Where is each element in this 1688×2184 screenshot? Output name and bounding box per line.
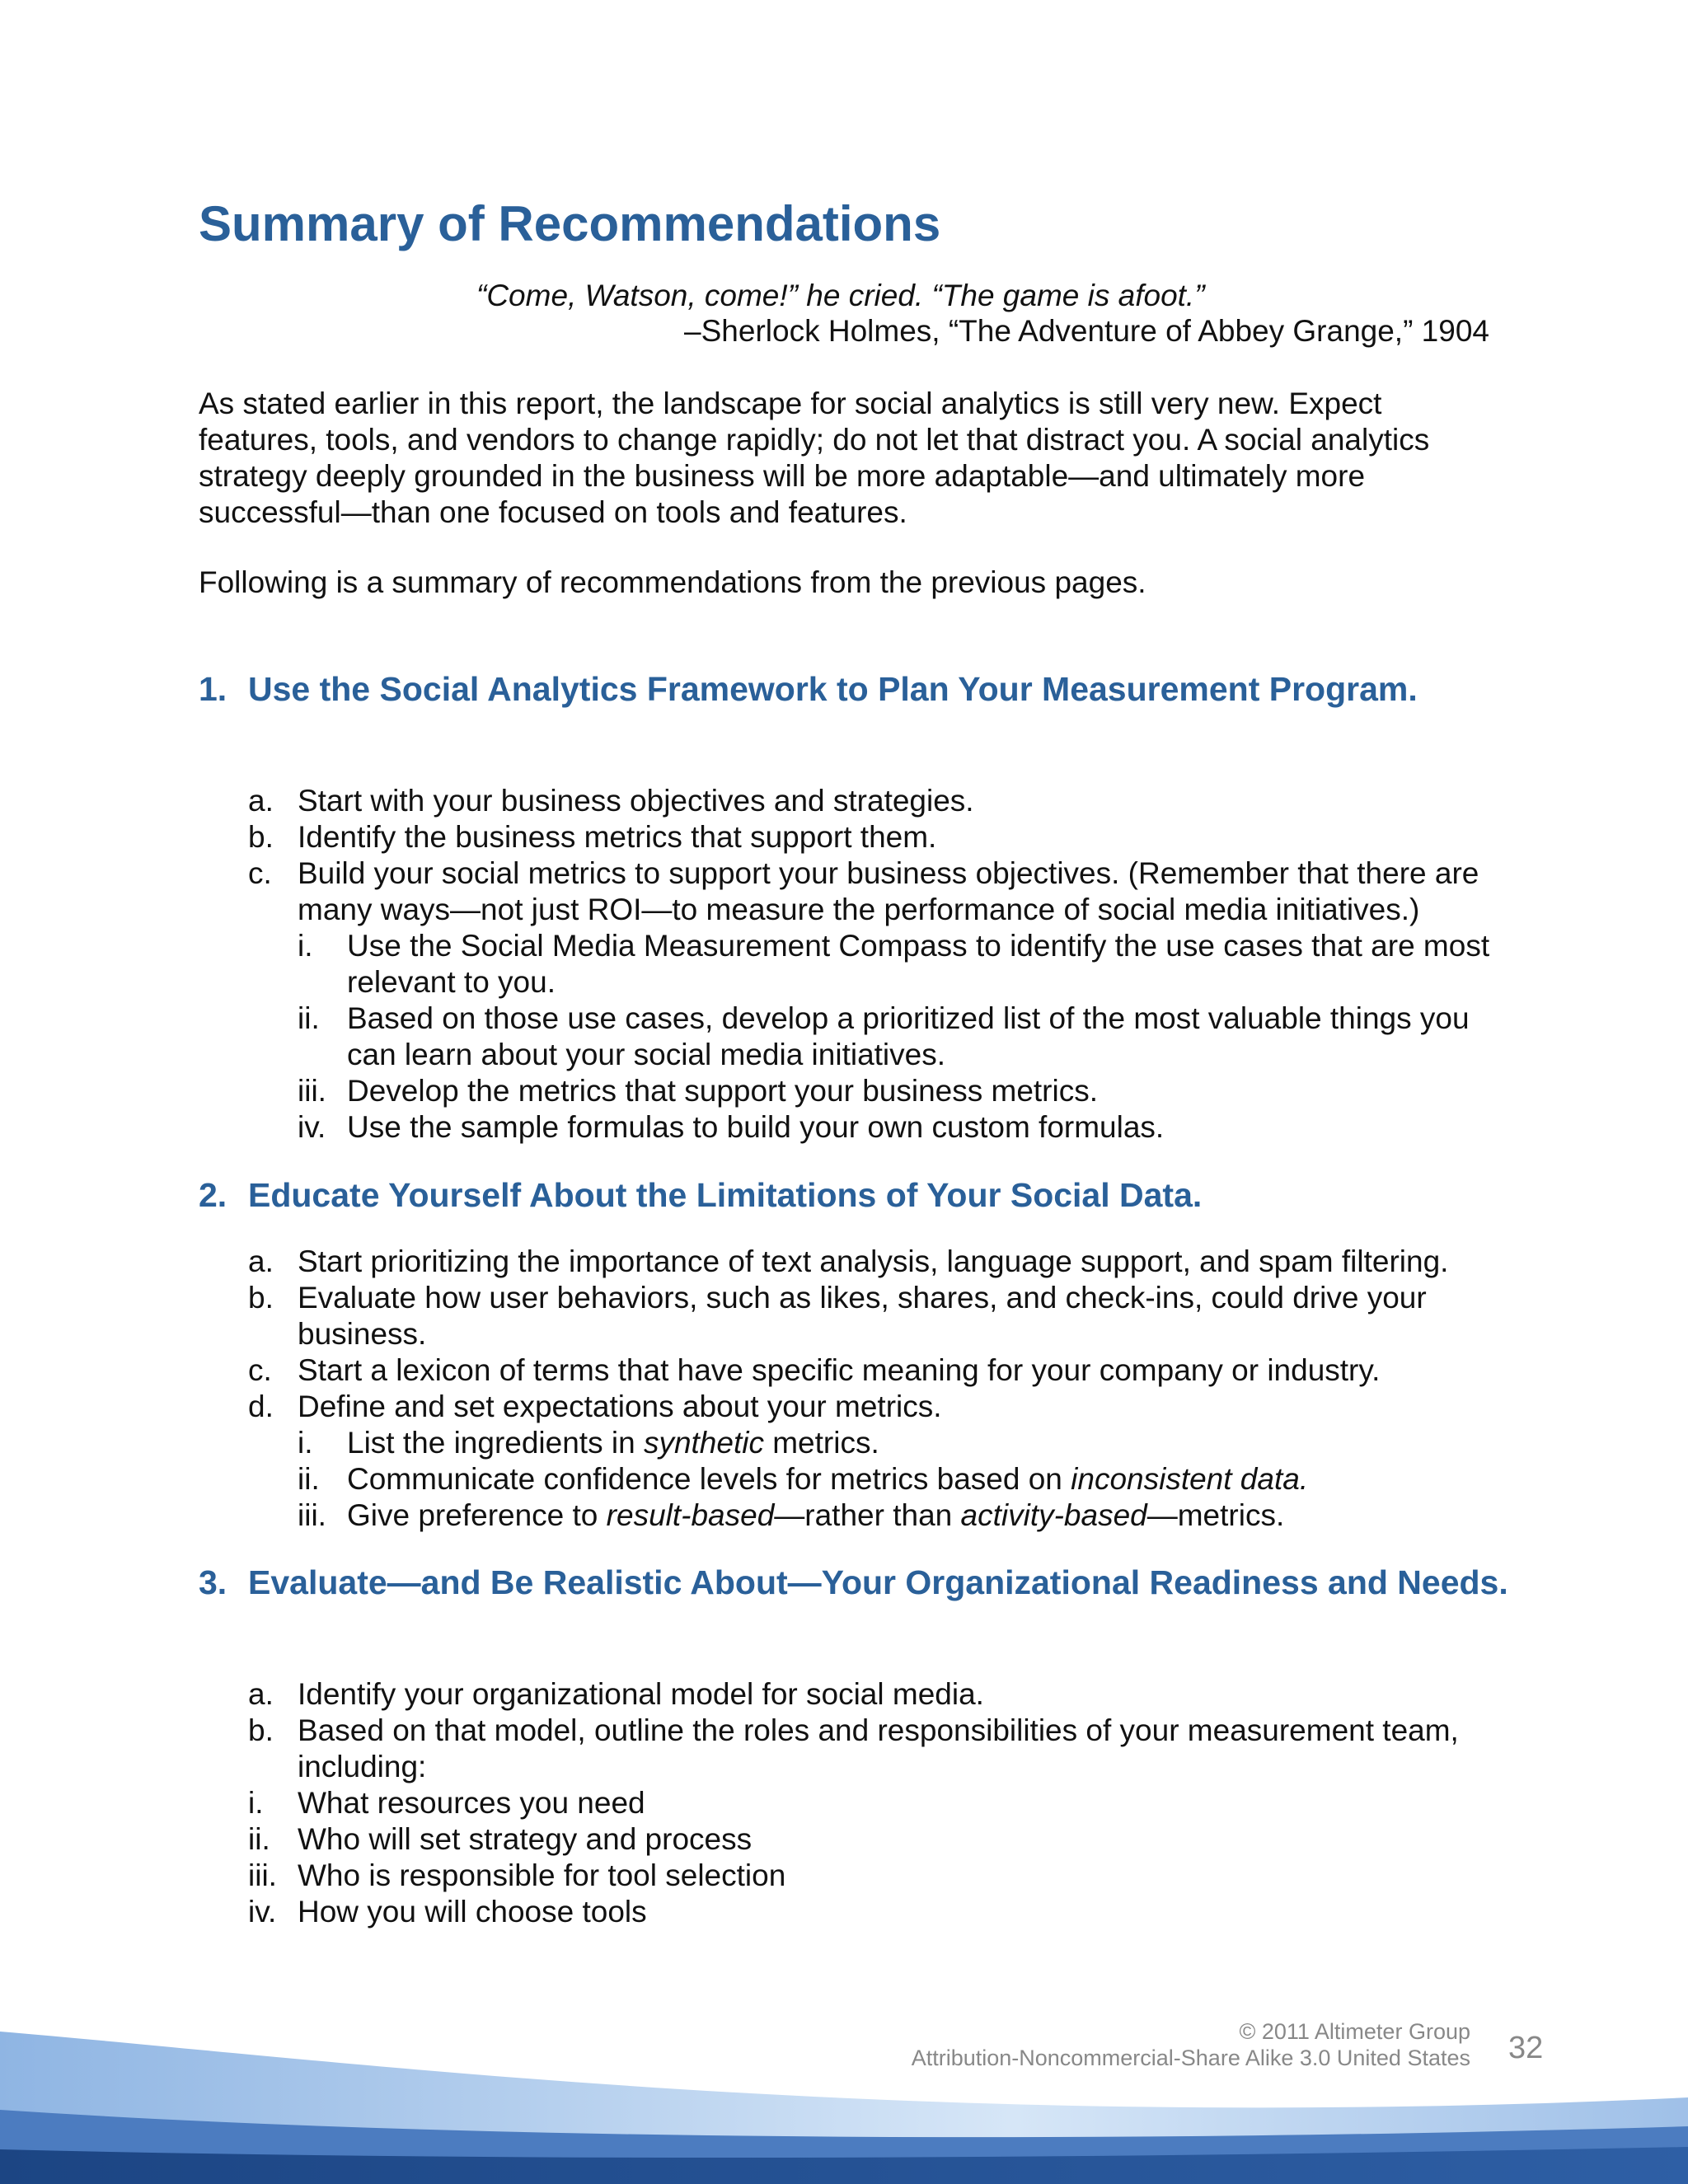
- list-marker: c.: [248, 856, 272, 890]
- list-marker: iii.: [248, 1858, 277, 1892]
- sub-list-item: [298, 1073, 1509, 1109]
- intro-paragraph: As stated earlier in this report, the landscape for social analytics is still very new. Expect features, tools, and vendors to change rapidly; do not let that distract you. A social analytics strategy deeply grounded in the business will be more adaptable—and ultimately more successful—than one focused on tools and features.: [199, 387, 1430, 529]
- list-item: [248, 819, 1509, 855]
- sub-list-item: [298, 1109, 1509, 1146]
- list-item-text: Develop the metrics that support your business metrics.: [347, 1074, 1098, 1108]
- list-item: [248, 1676, 1509, 1713]
- emphasis-text: inconsistent data.: [1071, 1462, 1309, 1496]
- section-heading-1: [199, 667, 1517, 711]
- section-heading-text: Educate Yourself About the Limitations of Your Social Data.: [248, 1176, 1203, 1214]
- list-item-text: Who is responsible for tool selection: [298, 1858, 786, 1892]
- list-item: [248, 1280, 1509, 1352]
- list-item: [248, 1894, 1509, 1930]
- sub-list-item: [298, 928, 1509, 1001]
- section-3-list: [248, 1676, 1509, 1930]
- list-item-text: What resources you need: [298, 1786, 645, 1820]
- list-item-text: List the ingredients in synthetic metrics.: [347, 1426, 879, 1460]
- list-item: [248, 1713, 1509, 1785]
- list-marker: b.: [248, 1281, 274, 1315]
- list-item-text: Evaluate how user behaviors, such as likes, shares, and check-ins, could drive your business.: [298, 1281, 1427, 1351]
- section-heading-3: [199, 1560, 1517, 1605]
- list-marker: i.: [298, 929, 313, 963]
- footer-license: Attribution-Noncommercial-Share Alike 3.0 United States: [911, 2046, 1470, 2070]
- list-marker: i.: [248, 1786, 264, 1820]
- list-marker: ii.: [298, 1462, 320, 1496]
- list-item: [248, 1821, 1509, 1858]
- list-marker: a.: [248, 1677, 274, 1711]
- list-item-text: Start prioritizing the importance of text analysis, language support, and spam filtering.: [298, 1244, 1449, 1278]
- page-title: Summary of Recommendations: [199, 196, 941, 251]
- list-item-text: Use the sample formulas to build your own custom formulas.: [347, 1110, 1165, 1144]
- emphasis-text: synthetic: [643, 1426, 764, 1460]
- footer-copyright: © 2011 Altimeter Group: [1239, 2019, 1470, 2044]
- list-marker: i.: [298, 1426, 313, 1460]
- section-number: 1.: [199, 670, 227, 708]
- list-item-text: Based on those use cases, develop a prioritized list of the most valuable things you can learn about your social media initiatives.: [347, 1001, 1470, 1071]
- list-marker: b.: [248, 820, 274, 854]
- list-marker: d.: [248, 1390, 274, 1423]
- list-item-text: Start a lexicon of terms that have specific meaning for your company or industry.: [298, 1353, 1381, 1387]
- intro-summary-line: Following is a summary of recommendations from the previous pages.: [199, 565, 1146, 599]
- list-marker: iv.: [248, 1895, 277, 1929]
- section-number: 2.: [199, 1176, 227, 1214]
- emphasis-text: activity-based: [960, 1498, 1147, 1532]
- list-marker: ii.: [298, 1001, 320, 1035]
- list-item: [248, 783, 1509, 819]
- list-marker: a.: [248, 784, 274, 818]
- section-heading-text: Evaluate—and Be Realistic About—Your Organizational Readiness and Needs.: [248, 1563, 1508, 1601]
- epigraph-attribution: –Sherlock Holmes, “The Adventure of Abbey Grange,” 1904: [684, 314, 1489, 348]
- list-item-text: Identify the business metrics that support them.: [298, 820, 937, 854]
- list-item-text: Define and set expectations about your metrics.: [298, 1390, 942, 1423]
- sub-list-item: [298, 1497, 1509, 1534]
- list-item: [248, 855, 1509, 928]
- list-item-text: Use the Social Media Measurement Compass to identify the use cases that are most relevant to you.: [347, 929, 1490, 999]
- list-item-text: Build your social metrics to support your business objectives. (Remember that there are many ways—not just ROI—to measure the performance of social media initiatives.): [298, 856, 1479, 926]
- section-1-list: [248, 783, 1509, 1146]
- list-item: [248, 1352, 1509, 1389]
- list-marker: a.: [248, 1244, 274, 1278]
- section-number: 3.: [199, 1563, 227, 1601]
- list-item: [248, 1785, 1509, 1821]
- section-heading-text: Use the Social Analytics Framework to Plan Your Measurement Program.: [248, 670, 1418, 708]
- list-marker: c.: [248, 1353, 272, 1387]
- list-item-text: Identify your organizational model for social media.: [298, 1677, 984, 1711]
- emphasis-text: result-based: [606, 1498, 775, 1532]
- section-heading-2: [199, 1173, 1517, 1217]
- list-marker: b.: [248, 1713, 274, 1747]
- sub-list-item: [298, 1425, 1509, 1461]
- sub-list-item: [298, 1001, 1509, 1073]
- section-2-list: [248, 1244, 1509, 1534]
- list-item-text: Who will set strategy and process: [298, 1822, 753, 1856]
- list-item-text: Communicate confidence levels for metrics based on inconsistent data.: [347, 1462, 1309, 1496]
- list-item-text: Based on that model, outline the roles and responsibilities of your measurement team, including:: [298, 1713, 1459, 1783]
- epigraph-quote: “Come, Watson, come!” he cried. “The game is afoot.”: [476, 279, 1205, 312]
- list-marker: ii.: [248, 1822, 270, 1856]
- list-marker: iii.: [298, 1498, 326, 1532]
- page-number: 32: [1508, 2031, 1544, 2065]
- list-item-text: How you will choose tools: [298, 1895, 647, 1929]
- list-item: [248, 1244, 1509, 1280]
- list-marker: iii.: [298, 1074, 326, 1108]
- list-item: [248, 1858, 1509, 1894]
- list-marker: iv.: [298, 1110, 326, 1144]
- sub-list-item: [298, 1461, 1509, 1497]
- list-item-text: Give preference to result-based—rather than activity-based—metrics.: [347, 1498, 1285, 1532]
- list-item-text: Start with your business objectives and strategies.: [298, 784, 974, 818]
- footer-copyright-block: [912, 2018, 1470, 2071]
- list-item: [248, 1389, 1509, 1425]
